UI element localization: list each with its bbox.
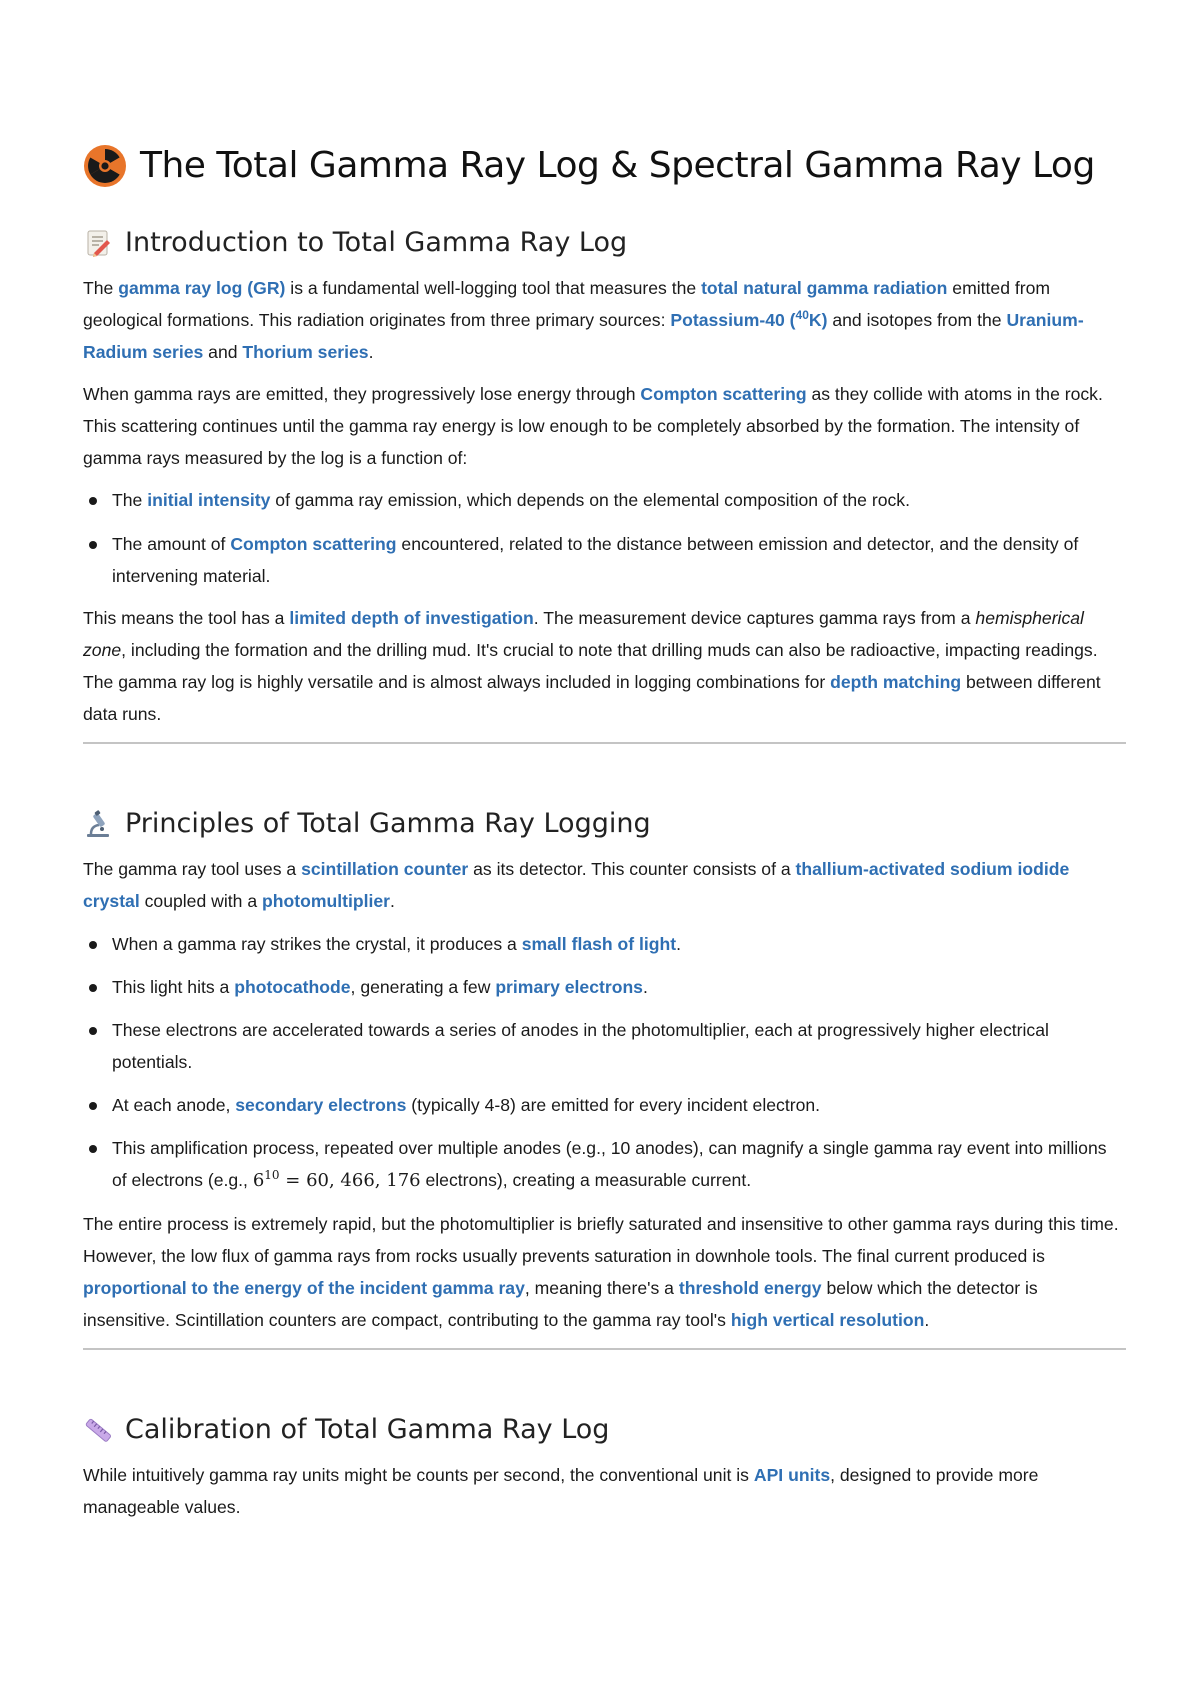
- intro-paragraph-2: When gamma rays are emitted, they progressively lose energy through Compton scattering as they collide with atoms in the rock. This scattering continues until the gamma ray energy is low enough to be completely absorbed by the formation. The intensity of gamma rays measured by the log is a function of:: [83, 384, 1103, 468]
- memo-icon: [83, 228, 113, 258]
- highlight-term: Uranium-Radium series: [83, 310, 1084, 362]
- list-item: The amount of Compton scattering encountered, related to the distance between emission and detector, and the density of intervening material.: [83, 528, 1126, 592]
- highlight-term: secondary electrons: [235, 1095, 407, 1115]
- section-heading-introduction: [83, 223, 1126, 263]
- list-item: When a gamma ray strikes the crystal, it produces a small flash of light.: [83, 928, 1126, 960]
- section-divider: [83, 1348, 1126, 1350]
- highlight-term: Compton scattering: [230, 534, 397, 554]
- principles-paragraph-1: The gamma ray tool uses a scintillation counter as its detector. This counter consists of a thallium-activated sodium iodide crystal coupled with a photomultiplier.: [83, 859, 1070, 911]
- intro-bullet-list: [83, 484, 1126, 592]
- highlight-term: Potassium-40 ($^{40}$K): [670, 308, 828, 330]
- highlight-term: depth matching: [830, 672, 962, 692]
- highlight-term: thallium-activated sodium iodide crystal: [83, 859, 1070, 911]
- highlight-term: initial intensity: [147, 490, 271, 510]
- page-title-text: The Total Gamma Ray Log & Spectral Gamma Ray Log: [140, 145, 1095, 186]
- page-title: [83, 0, 1126, 191]
- list-item: These electrons are accelerated towards a series of anodes in the photomultiplier, each at progressively higher electrical potentials.: [83, 1014, 1126, 1078]
- highlight-term: small flash of light: [521, 934, 677, 954]
- highlight-term: API units: [753, 1465, 831, 1485]
- principles-bullet-list: [83, 928, 1126, 1197]
- intro-paragraph-1: The gamma ray log (GR) is a fundamental well-logging tool that measures the total natural gamma radiation emitted from geological formations. This radiation originates from three primary sources: Potassium-40 ($^{40}$K) and isotopes from the Uranium-Radium series and Thorium series.: [83, 278, 1084, 362]
- highlight-term: scintillation counter: [301, 859, 469, 879]
- highlight-term: proportional to the energy of the incident gamma ray: [83, 1278, 525, 1298]
- list-item: This light hits a photocathode, generating a few primary electrons.: [83, 971, 1126, 1003]
- list-item: This amplification process, repeated over multiple anodes (e.g., 10 anodes), can magnify a single gamma ray event into millions of electrons (e.g., $6^{10} = 60$, 466, 176 electrons), creating a measurable current.: [83, 1132, 1126, 1197]
- list-item: The initial intensity of gamma ray emission, which depends on the elemental composition of the rock.: [83, 484, 1126, 516]
- calibration-paragraph-1: While intuitively gamma ray units might be counts per second, the conventional unit is API units, designed to provide more manageable values.: [83, 1465, 1039, 1517]
- section-heading-text: Calibration of Total Gamma Ray Log: [125, 1414, 610, 1445]
- highlight-term: total natural gamma radiation: [701, 278, 948, 298]
- radioactive-icon: [83, 144, 127, 188]
- section-heading-principles: [83, 804, 1126, 844]
- document-content: [83, 0, 1126, 1523]
- highlight-term: photomultiplier: [262, 891, 391, 911]
- math-expression: $6^{10} = 60$, 466, 176: [252, 1168, 421, 1191]
- section-heading-calibration: [83, 1410, 1126, 1450]
- highlight-term: Compton scattering: [640, 384, 807, 404]
- highlight-term: threshold energy: [678, 1278, 822, 1298]
- highlight-term: high vertical resolution: [730, 1310, 925, 1330]
- intro-paragraph-3: This means the tool has a limited depth of investigation. The measurement device captures gamma rays from a hemispherical zone, including the formation and the drilling mud. It's crucial to note that drilling muds can also be radioactive, impacting readings. The gamma ray log is highly versatile and is almost always included in logging combinations for depth matching between different data runs.: [83, 608, 1101, 724]
- ruler-icon: [83, 1415, 113, 1445]
- section-divider: [83, 742, 1126, 744]
- section-heading-text: Principles of Total Gamma Ray Logging: [125, 808, 651, 839]
- highlight-term: primary electrons: [495, 977, 643, 997]
- microscope-icon: [83, 809, 113, 839]
- highlight-term: photocathode: [234, 977, 351, 997]
- highlight-term: limited depth of investigation: [289, 608, 534, 628]
- highlight-term: Thorium series: [242, 342, 369, 362]
- section-heading-text: Introduction to Total Gamma Ray Log: [125, 227, 628, 258]
- list-item: At each anode, secondary electrons (typically 4-8) are emitted for every incident electron.: [83, 1089, 1126, 1121]
- highlight-term: gamma ray log (GR): [118, 278, 286, 298]
- principles-paragraph-2: The entire process is extremely rapid, but the photomultiplier is briefly saturated and insensitive to other gamma rays during this time. However, the low flux of gamma rays from rocks usually prevents saturation in downhole tools. The final current produced is proportional to the energy of the incident gamma ray, meaning there's a threshold energy below which the detector is insensitive. Scintillation counters are compact, contributing to the gamma ray tool's high vertical resolution.: [83, 1214, 1119, 1330]
